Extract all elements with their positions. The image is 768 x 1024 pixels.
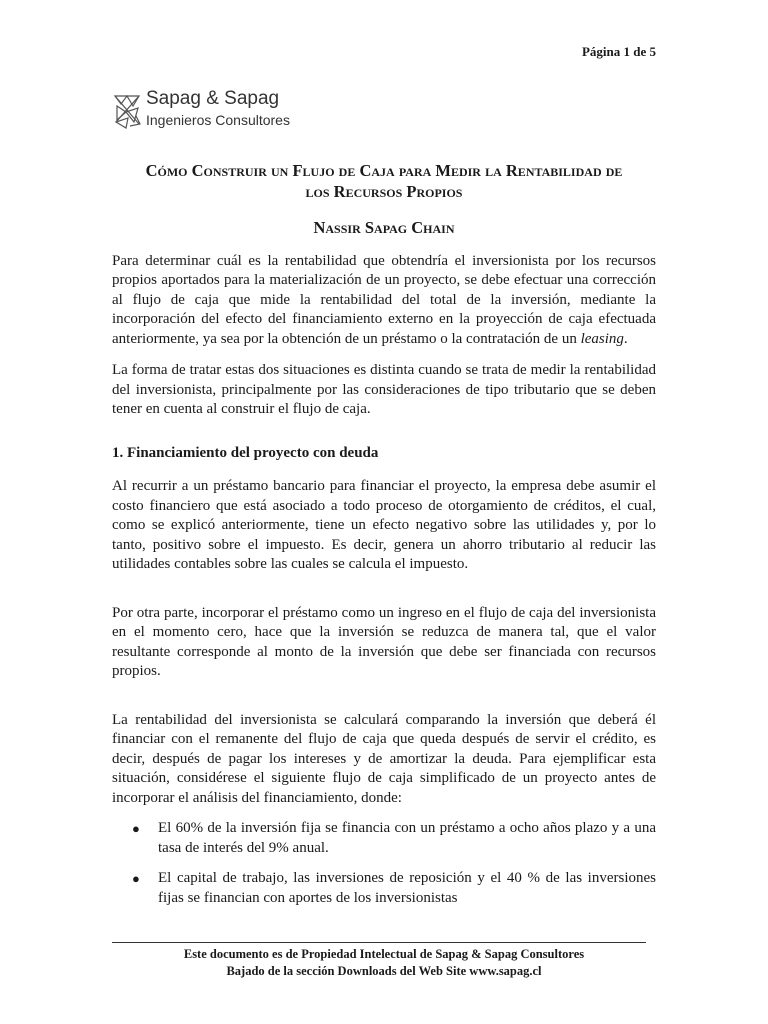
footer-line-1: Este documento es de Propiedad Intelectual de Sapag & Sapag Consultores	[183, 947, 585, 961]
bullet-icon: ●	[132, 871, 140, 886]
footer-divider	[112, 942, 646, 943]
list-item-text: El capital de trabajo, las inversiones de reposición y el 40 % de las inversiones fijas se financian con aportes de los inversionistas	[158, 870, 656, 906]
paragraph-investor-return: La rentabilidad del inversionista se calculará comparando la inversión que deberá él financiar con el remanente del flujo de caja que queda después de servir el crédito, es decir, después de pagar los intereses y de amortizar la deuda. Para ejemplificar esta situación, considérese el siguiente flujo de caja simplificado de un proyecto antes de incorporar el análisis del financiamiento, donde:	[112, 711, 656, 806]
logo-emblem-icon	[112, 90, 142, 130]
paragraph-intro-end: .	[623, 330, 628, 347]
paragraph-situations: La forma de tratar estas dos situaciones es distinta cuando se trata de medir la rentabilidad del inversionista, principalmente por las consideraciones de tipo tributario que se deben tener en cuenta al construir el flujo de caja.	[112, 362, 656, 417]
page-footer	[112, 946, 656, 980]
financing-bullet-list	[112, 819, 656, 908]
author-name: Nassir Sapag Chain	[313, 218, 455, 237]
paragraph-intro-text: Para determinar cuál es la rentabilidad que obtendría el inversionista por los recursos propios aportados para la materialización de un proyecto, se debe efectuar una corrección al flujo de caja que mide la rentabilidad del total de la inversión, mediante la incorporación del efecto del financiamiento externo en la proyección de caja efectuada anteriormente, ya sea por la obtención de un préstamo o la contratación de un	[112, 252, 656, 347]
paragraph-intro	[112, 252, 656, 350]
paragraph-loan-income: Por otra parte, incorporar el préstamo como un ingreso en el flujo de caja del inversionista en el momento cero, hace que la inversión se reduzca de manera tal, que el valor resultante corresponde al monto de la inversión que debe ser financiada con recursos propios.	[112, 604, 656, 679]
document-title	[112, 160, 656, 202]
company-logo	[112, 88, 312, 136]
bullet-icon: ●	[132, 821, 140, 836]
title-line-2: los Recursos Propios	[305, 182, 463, 201]
footer-line-2: Bajado de la sección Downloads del Web Site www.sapag.cl	[226, 964, 542, 978]
section-heading: 1. Financiamiento del proyecto con deuda	[112, 444, 379, 461]
company-tagline: Ingenieros Consultores	[146, 112, 290, 128]
title-line-1: Cómo Construir un Flujo de Caja para Medir la Rentabilidad de	[145, 161, 623, 180]
page-number: Página 1 de 5	[581, 44, 656, 59]
list-item	[112, 819, 656, 858]
list-item	[112, 869, 656, 908]
paragraph-loan-cost: Al recurrir a un préstamo bancario para financiar el proyecto, la empresa debe asumir el costo financiero que está asociado a todo proceso de otorgamiento de créditos, el cual, como se explicó anteriormente, tiene un efecto negativo sobre las utilidades y, por lo tanto, positivo sobre el impuesto. Es decir, genera un ahorro tributario al reducir las utilidades contables sobre las cuales se calcula el impuesto.	[112, 478, 656, 572]
document-body	[112, 160, 656, 919]
company-name: Sapag & Sapag	[146, 88, 280, 109]
paragraph-intro-italic: leasing	[580, 330, 624, 347]
list-item-text: El 60% de la inversión fija se financia con un préstamo a ocho años plazo y a una tasa de interés del 9% anual.	[158, 820, 656, 856]
